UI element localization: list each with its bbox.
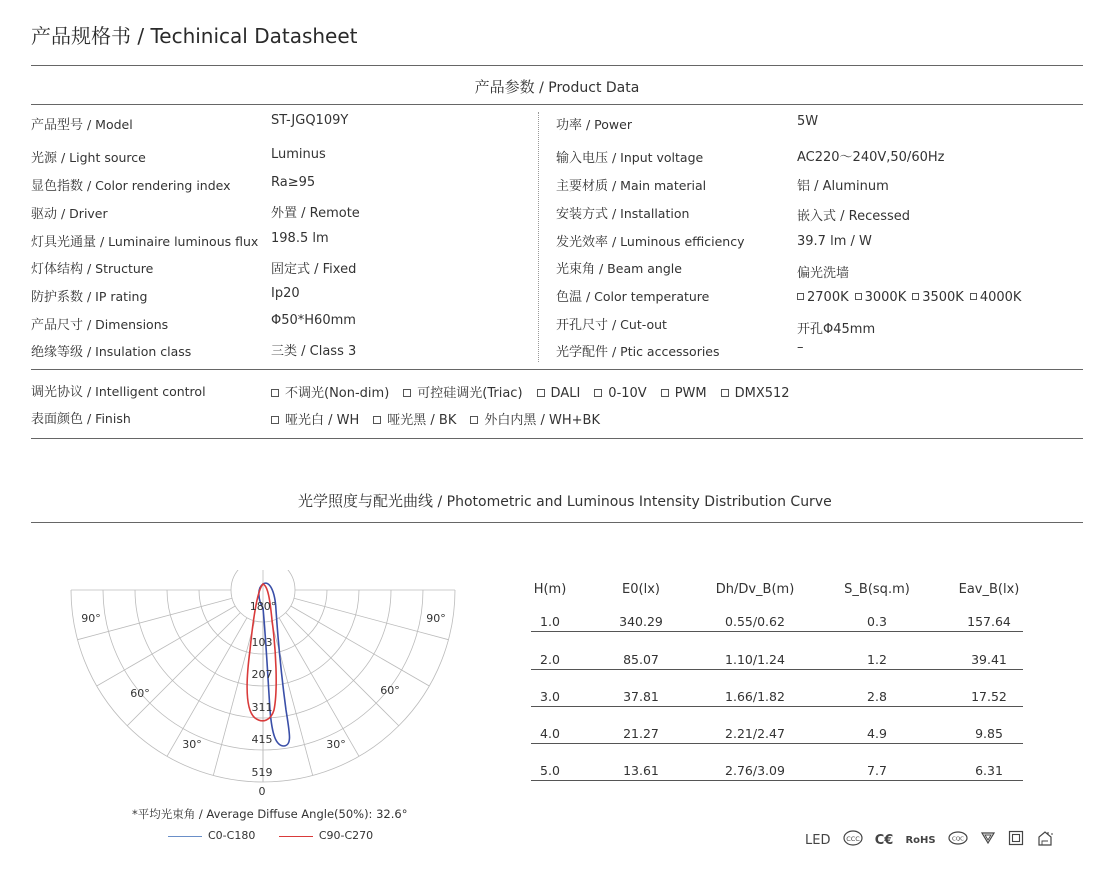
table-cell: 9.85 (975, 726, 1003, 741)
control-option (403, 382, 522, 401)
table-cell: 2.8 (867, 689, 887, 704)
checkbox-icon (271, 416, 279, 424)
table-row-divider (531, 743, 1023, 744)
finish-label-cn: 表面颜色 (31, 412, 84, 427)
spec-value: Luminus (271, 147, 326, 162)
spec-value: Ip20 (271, 286, 300, 301)
table-cell: 39.41 (971, 652, 1007, 667)
color-temp-option (855, 290, 907, 305)
spec-value: 198.5 lm (271, 231, 329, 246)
spec-label-en: / Luminaire luminous flux (96, 234, 259, 249)
heading-cn: 产品参数 (474, 78, 535, 96)
spec-label-cn: 安装方式 (556, 207, 609, 222)
color-temp-option (912, 290, 964, 305)
average-angle-note: *平均光束角 / Average Diffuse Angle(50%): 32.6° (132, 807, 408, 821)
spec-value: AC220～240V,50/60Hz (797, 150, 945, 165)
control-label-en: / Intelligent control (83, 384, 206, 399)
photometric-heading-cn: 光学照度与配光曲线 (298, 492, 434, 510)
spec-label (556, 203, 689, 222)
angle-label-60-left: 60° (130, 687, 150, 700)
finish-option (373, 409, 456, 428)
color-temp-label: 3500K (922, 290, 964, 305)
spec-label-en: / Dimensions (83, 317, 169, 332)
control-option-label: 不调光(Non-dim) (285, 386, 390, 401)
legend-label-c0: C0-C180 (208, 829, 256, 842)
spec-label-en: / Beam angle (595, 261, 682, 276)
spec-label-en: / Structure (83, 261, 154, 276)
spec-value: 嵌入式 / Recessed (797, 209, 911, 224)
table-cell: 7.7 (867, 763, 887, 778)
control-option (661, 386, 707, 401)
svg-text:CQC: CQC (951, 836, 964, 843)
page-title: 产品规格书 / Techinical Datasheet (31, 24, 358, 48)
house-icon (1036, 829, 1054, 847)
spec-label-en: / Power (582, 117, 632, 132)
spec-label (556, 147, 703, 166)
table-cell: 0.3 (867, 614, 887, 629)
spec-label (31, 231, 258, 250)
table-cell: 21.27 (623, 726, 659, 741)
checkbox-icon (271, 389, 279, 397)
chart-legend (168, 829, 373, 842)
ce-mark: C€ (874, 832, 894, 848)
spec-label (556, 286, 709, 305)
polar-distribution-chart (70, 570, 460, 800)
spec-label-cn: 输入电压 (556, 151, 609, 166)
spec-label-en: / IP rating (83, 289, 148, 304)
table-cell: 2.21/2.47 (725, 726, 785, 741)
spec-label (31, 114, 133, 133)
cqc-icon (948, 831, 968, 845)
color-temp-options (797, 290, 1027, 305)
angle-label-90-right: 90° (426, 612, 446, 625)
color-temp-label: 3000K (864, 290, 907, 305)
spec-label (31, 175, 231, 194)
table-cell: 3.0 (540, 689, 560, 704)
checkbox-icon (797, 293, 804, 300)
spec-label-en: / Main material (608, 178, 707, 193)
photometric-heading-en: / Photometric and Luminous Intensity Distribution Curve (433, 494, 832, 510)
spec-label-cn: 防护系数 (31, 290, 84, 305)
checkbox-icon (373, 416, 381, 424)
ccc-mark (843, 830, 863, 850)
control-option (594, 386, 646, 401)
table-row-divider (531, 631, 1023, 632)
checkbox-icon (970, 293, 977, 300)
table-cell: 4.0 (540, 726, 560, 741)
finish-label-en: / Finish (83, 411, 131, 426)
spec-value: 开孔Φ45mm (797, 322, 876, 337)
spec-value: ST-JGQ109Y (271, 113, 349, 128)
control-option (721, 386, 790, 401)
svg-text:CCC: CCC (845, 835, 860, 843)
spec-label-cn: 灯具光通量 (31, 235, 97, 250)
table-row-divider (531, 669, 1023, 670)
table-cell: 0.55/0.62 (725, 614, 785, 629)
heading-en: / Product Data (534, 80, 640, 96)
spec-value: – (797, 340, 804, 355)
spec-label (556, 231, 744, 250)
spec-label-cn: 光源 (31, 151, 58, 166)
table-cell: 2.0 (540, 652, 560, 667)
checkbox-icon (912, 293, 919, 300)
triangle-icon (980, 831, 996, 845)
table-cell: 5.0 (540, 763, 560, 778)
spec-value: 偏光洗墙 (797, 266, 850, 281)
spec-label (31, 147, 146, 166)
spec-label-en: / Color rendering index (83, 178, 231, 193)
spec-label-cn: 主要材质 (556, 179, 609, 194)
finish-option (470, 409, 600, 428)
spec-value: 三类 / Class 3 (271, 344, 357, 359)
angle-label-30-right: 30° (326, 738, 346, 751)
spec-value: Φ50*H60mm (271, 313, 356, 328)
cqc-mark (948, 831, 968, 849)
table-cell: 17.52 (971, 689, 1007, 704)
divider (31, 522, 1083, 523)
spec-label (31, 258, 153, 277)
spec-label-en: / Ptic accessories (608, 344, 720, 359)
spec-label-cn: 色温 (556, 290, 583, 305)
spec-label-en: / Insulation class (83, 344, 192, 359)
checkbox-icon (721, 389, 729, 397)
ccc-icon (843, 830, 863, 846)
color-temp-label: 2700K (807, 290, 849, 305)
spec-label-cn: 发光效率 (556, 235, 609, 250)
rohs-mark: RoHS (905, 834, 936, 846)
spec-label-cn: 功率 (556, 118, 583, 133)
control-option-label: PWM (674, 386, 707, 401)
spec-value: 5W (797, 114, 819, 129)
spec-value: 铝 / Aluminum (797, 179, 889, 194)
spec-label-en: / Input voltage (608, 150, 704, 165)
spec-label-en: / Installation (608, 206, 690, 221)
spec-value: 固定式 / Fixed (271, 262, 357, 277)
table-row-divider (531, 706, 1023, 707)
class-ii-mark (1008, 830, 1024, 850)
checkbox-icon (855, 293, 862, 300)
table-cell: 1.0 (540, 614, 560, 629)
divider (31, 438, 1083, 439)
spec-label-cn: 开孔尺寸 (556, 318, 609, 333)
legend-label-c90: C90-C270 (318, 829, 374, 842)
mounting-mark (1036, 829, 1054, 851)
polar-spoke (271, 621, 312, 776)
angle-label-60-right: 60° (380, 684, 400, 697)
table-cell: 4.9 (867, 726, 887, 741)
radial-label-415: 415 (251, 733, 273, 746)
radial-label-519: 519 (251, 766, 273, 779)
spec-label-en: / Color temperature (582, 289, 710, 304)
control-option-label: DMX512 (734, 386, 790, 401)
spec-value: 外置 / Remote (271, 206, 360, 221)
table-cell: 1.10/1.24 (725, 652, 785, 667)
spec-value: 39.7 lm / W (797, 234, 872, 249)
spec-label-cn: 显色指数 (31, 179, 84, 194)
spec-label-en: / Driver (57, 206, 108, 221)
table-cell: 1.66/1.82 (725, 689, 785, 704)
table-header-cell: Eav_B(lx) (958, 582, 1020, 597)
radial-label-103: 103 (251, 636, 273, 649)
control-option (537, 386, 581, 401)
spec-label-en: / Model (83, 117, 133, 132)
photometric-heading (298, 490, 832, 511)
spec-value: Ra≥95 (271, 175, 316, 190)
finish-option (271, 409, 359, 428)
control-option (271, 382, 389, 401)
polar-spoke (213, 621, 254, 776)
table-cell: 6.31 (975, 763, 1003, 778)
spec-label (556, 114, 632, 133)
divider (31, 65, 1083, 66)
control-options (271, 382, 804, 401)
square-icon (1008, 830, 1024, 846)
finish-option-label: 外白内黑 / WH+BK (484, 413, 600, 428)
legend-swatch-c90 (279, 836, 313, 837)
divider (31, 104, 1083, 105)
polar-spoke (286, 613, 399, 726)
spec-label-cn: 灯体结构 (31, 262, 84, 277)
table-cell: 2.76/3.09 (725, 763, 785, 778)
spec-label (31, 314, 168, 333)
table-cell: 340.29 (619, 614, 663, 629)
column-divider (538, 112, 539, 362)
spec-label (556, 258, 682, 277)
table-cell: 1.2 (867, 652, 887, 667)
checkbox-icon (661, 389, 669, 397)
spec-label (556, 175, 706, 194)
legend-swatch-c0 (168, 836, 202, 837)
checkbox-icon (537, 389, 545, 397)
finish-options (271, 409, 614, 428)
control-option-label: 可控硅调光(Triac) (417, 386, 523, 401)
polar-labels (81, 600, 446, 798)
spec-label-cn: 光束角 (556, 262, 596, 277)
spec-label-cn: 绝缘等级 (31, 345, 84, 360)
table-header-cell: E0(lx) (622, 582, 660, 597)
spec-label-cn: 产品型号 (31, 118, 84, 133)
spec-label (31, 203, 108, 222)
angle-label-0: 0 (258, 785, 266, 798)
finish-option-label: 哑光黑 / BK (387, 413, 457, 428)
checkbox-icon (403, 389, 411, 397)
spec-label (31, 341, 191, 360)
finish-label (31, 408, 131, 427)
finish-option-label: 哑光白 / WH (285, 413, 360, 428)
angle-label-30-left: 30° (182, 738, 202, 751)
radial-label-207: 207 (251, 668, 273, 681)
spec-label-en: / Cut-out (608, 317, 667, 332)
control-label (31, 381, 206, 400)
spec-label-en: / Light source (57, 150, 146, 165)
spec-label-en: / Luminous efficiency (608, 234, 745, 249)
divider (31, 369, 1083, 370)
control-option-label: 0-10V (608, 386, 647, 401)
spec-label-cn: 产品尺寸 (31, 318, 84, 333)
angle-label-90-left: 90° (81, 612, 101, 625)
angle-label-180: 180° (249, 600, 277, 613)
certification-marks (805, 829, 1062, 851)
checkbox-icon (470, 416, 478, 424)
spec-label-cn: 光学配件 (556, 345, 609, 360)
product-data-heading (0, 76, 1114, 97)
color-temp-option (797, 290, 849, 305)
spec-label (556, 314, 667, 333)
checkbox-icon (594, 389, 602, 397)
triangle-mark (980, 831, 996, 849)
table-header-cell: Dh/Dv_B(m) (715, 582, 795, 597)
control-label-cn: 调光协议 (31, 385, 84, 400)
color-temp-option (970, 290, 1022, 305)
table-header-cell: H(m) (533, 582, 567, 597)
table-cell: 37.81 (623, 689, 659, 704)
spec-label-cn: 驱动 (31, 207, 58, 222)
table-cell: 85.07 (623, 652, 659, 667)
led-mark: LED (805, 832, 831, 848)
control-option-label: DALI (550, 386, 581, 401)
color-temp-label: 4000K (979, 290, 1022, 305)
spec-label (556, 341, 720, 360)
table-header-cell: S_B(sq.m) (844, 582, 910, 597)
table-cell: 13.61 (623, 763, 659, 778)
table-cell: 157.64 (967, 614, 1011, 629)
table-row-divider (531, 780, 1023, 781)
polar-spoke (127, 613, 240, 726)
spec-label (31, 286, 147, 305)
radial-label-311: 311 (251, 701, 273, 714)
